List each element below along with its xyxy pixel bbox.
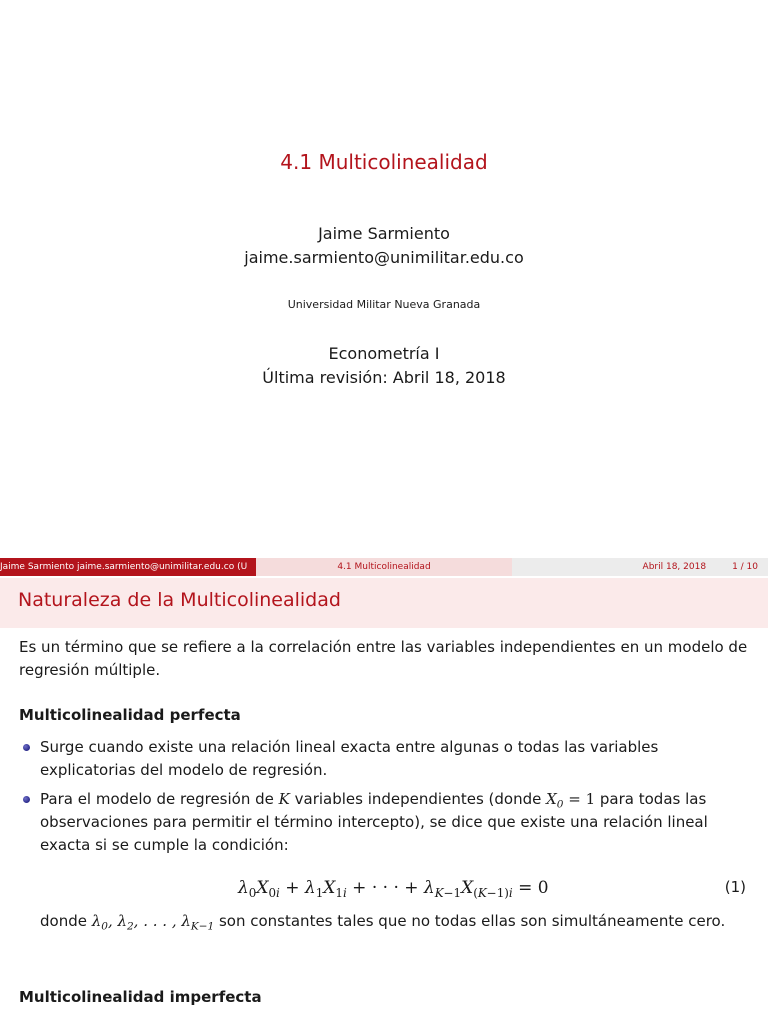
- footer-bar: [0, 558, 768, 576]
- frame-header: [0, 578, 768, 628]
- equation-body: $\lambda_0X_{0i} + \lambda_1X_{1i}$ + · · · + $\lambda_{K-1}X_{(K-1)i} = 0$: [238, 878, 549, 901]
- revision-date: Última revisión: Abril 18, 2018: [262, 368, 506, 387]
- presentation-title: 4.1 Multicolinealidad: [280, 150, 488, 174]
- author-name: Jaime Sarmiento: [318, 224, 450, 243]
- footer-right: [512, 558, 768, 576]
- bullet-text-a: Para el modelo de regresión de: [40, 790, 279, 808]
- bullet-icon: [23, 796, 30, 803]
- bullet-text-c: para todas las observaciones para permitir el término intercepto), se dice que existe una relación lineal exacta si se cumple la condición:: [40, 790, 708, 854]
- math-k: K: [278, 790, 290, 808]
- author-email: jaime.sarmiento@unimilitar.edu.co: [244, 248, 524, 267]
- footer-date: Abril 18, 2018: [642, 562, 707, 572]
- bullet-text: Surge cuando existe una relación lineal exacta entre algunas o todas las variables explicatorias del modelo de regresión.: [40, 738, 659, 779]
- equation-explanation: [40, 910, 750, 933]
- course-block: [0, 342, 768, 390]
- course-name: Econometría I: [328, 344, 440, 363]
- footer-title: 4.1 Multicolinealidad: [256, 558, 512, 576]
- equation-number: (1): [724, 878, 746, 896]
- bullet-text-b: variables independientes (donde: [289, 790, 547, 808]
- equation-1: [0, 878, 768, 904]
- institution: Universidad Militar Nueva Granada: [287, 298, 481, 311]
- block-title-imperfect: Multicolinealidad imperfecta: [19, 988, 262, 1006]
- explanation-text-a: donde: [40, 912, 92, 930]
- explanation-text-b: son constantes tales que no todas ellas son simultáneamente cero.: [214, 912, 726, 930]
- bullet-item-2: [40, 788, 750, 857]
- math-lambdas: $\lambda_0$, $\lambda_2$, . . . , $\lambda_{K-1}$: [91, 912, 215, 933]
- intro-paragraph: Es un término que se refiere a la correlación entre las variables independientes en un modelo de regresión múltiple.: [19, 638, 748, 679]
- frame-title: Naturaleza de la Multicolinealidad: [18, 589, 341, 611]
- footer-page-number: 1 / 10: [732, 562, 758, 572]
- bullet-icon: [23, 744, 30, 751]
- math-x-sub: 0: [556, 798, 564, 811]
- math-x: X: [546, 790, 557, 808]
- block-title-perfect: Multicolinealidad perfecta: [19, 706, 241, 724]
- author-block: [0, 222, 768, 270]
- footer-author: Jaime Sarmiento jaime.sarmiento@unimilitar.edu.co (U: [0, 558, 256, 576]
- math-x0: [546, 790, 564, 811]
- bullet-item-1: [40, 736, 750, 782]
- math-eq-one: = 1: [563, 790, 596, 808]
